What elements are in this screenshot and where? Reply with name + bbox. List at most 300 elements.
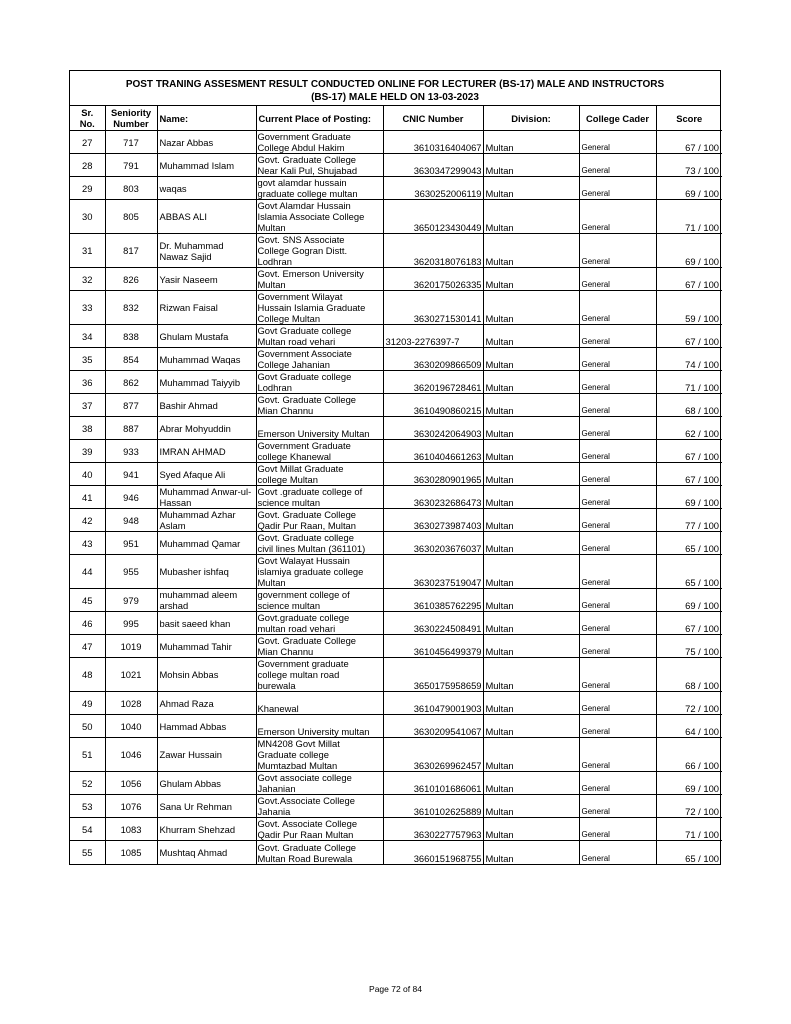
cnic-number: 3620318076183: [383, 234, 483, 268]
candidate-name: Ghulam Mustafa: [157, 325, 256, 348]
division: Multan: [483, 325, 579, 348]
sr-number: 36: [70, 371, 105, 394]
posting-line: Govt Walayat Hussain: [257, 555, 350, 566]
sr-number: 47: [70, 635, 105, 658]
table-row: [70, 589, 722, 612]
division: Multan: [483, 154, 579, 177]
cnic-number: 3610101686061: [383, 772, 483, 795]
division: Multan: [483, 291, 579, 325]
posting-line: Islamia Associate College: [257, 211, 365, 222]
score: 69 / 100: [656, 234, 722, 268]
posting-line: college multan road: [257, 669, 340, 680]
posting-line: Multan: [257, 279, 286, 290]
posting-place: [256, 612, 383, 635]
header-cnic: CNIC Number: [383, 106, 483, 131]
posting-line: Govt.graduate college: [257, 612, 350, 623]
sr-number: 29: [70, 177, 105, 200]
seniority-number: 946: [105, 486, 157, 509]
candidate-name: Khurram Shehzad: [157, 818, 256, 841]
cnic-number: 3650175958659: [383, 658, 483, 692]
cnic-number: 31203-2276397-7: [383, 325, 483, 348]
table-row: [70, 841, 722, 864]
sr-number: 37: [70, 394, 105, 417]
posting-line: College Multan: [257, 313, 321, 324]
seniority-number: 933: [105, 440, 157, 463]
college-cader: General: [579, 268, 656, 291]
posting-place: [256, 394, 383, 417]
score: 67 / 100: [656, 612, 722, 635]
posting-place: [256, 463, 383, 486]
division: Multan: [483, 612, 579, 635]
division: Multan: [483, 440, 579, 463]
table-row: [70, 532, 722, 555]
cnic-number: 3610479001903: [383, 692, 483, 715]
seniority-number: 941: [105, 463, 157, 486]
cnic-number: 3630242064903: [383, 417, 483, 440]
sr-number: 48: [70, 658, 105, 692]
posting-place: [256, 417, 383, 440]
candidate-name: Muhammad Taiyyib: [157, 371, 256, 394]
division: Multan: [483, 371, 579, 394]
posting-line: College Jahanian: [257, 359, 330, 370]
score: 67 / 100: [656, 325, 722, 348]
posting-line: college Khanewal: [257, 451, 331, 462]
score: 67 / 100: [656, 131, 722, 154]
college-cader: General: [579, 509, 656, 532]
candidate-name: waqas: [157, 177, 256, 200]
posting-line: Lodhran: [257, 382, 292, 393]
division: Multan: [483, 658, 579, 692]
posting-line: Government Wilayat: [257, 291, 343, 302]
posting-line: Government Graduate: [257, 131, 351, 142]
posting-place: [256, 772, 383, 795]
seniority-number: 854: [105, 348, 157, 371]
cnic-number: 3660151968755: [383, 841, 483, 864]
score: 68 / 100: [656, 394, 722, 417]
table-row: [70, 635, 722, 658]
sr-number: 39: [70, 440, 105, 463]
table-row: [70, 658, 722, 692]
seniority-number: 791: [105, 154, 157, 177]
posting-place: [256, 841, 383, 864]
sr-number: 40: [70, 463, 105, 486]
candidate-name: Muhammad Anwar-ul-Hassan: [157, 486, 256, 509]
division: Multan: [483, 486, 579, 509]
posting-line: Multan Road Burewala: [257, 852, 353, 864]
candidate-name: IMRAN AHMAD: [157, 440, 256, 463]
table-row: [70, 463, 722, 486]
cnic-number: 3610404661263: [383, 440, 483, 463]
posting-line: college Multan: [257, 474, 318, 485]
table-row: [70, 291, 722, 325]
posting-place: [256, 268, 383, 291]
college-cader: General: [579, 555, 656, 589]
table-row: [70, 692, 722, 715]
cnic-number: 3630269962457: [383, 738, 483, 772]
candidate-name: Muhammad Azhar Aslam: [157, 509, 256, 532]
score: 69 / 100: [656, 486, 722, 509]
division: Multan: [483, 841, 579, 864]
division: Multan: [483, 268, 579, 291]
sr-number: 46: [70, 612, 105, 635]
seniority-number: 1028: [105, 692, 157, 715]
header-posting: Current Place of Posting:: [256, 106, 383, 131]
college-cader: General: [579, 131, 656, 154]
division: Multan: [483, 348, 579, 371]
sr-number: 32: [70, 268, 105, 291]
posting-line: civil lines Multan (361101): [257, 543, 366, 554]
college-cader: General: [579, 394, 656, 417]
title-line-2: (BS-17) MALE HELD ON 13-03-2023: [311, 92, 479, 103]
sr-number: 30: [70, 200, 105, 234]
posting-line: Near Kali Pul, Shujabad: [257, 165, 358, 176]
seniority-number: 1056: [105, 772, 157, 795]
division: Multan: [483, 635, 579, 658]
cnic-number: 3630271530141: [383, 291, 483, 325]
sr-number: 31: [70, 234, 105, 268]
posting-place: [256, 325, 383, 348]
posting-line: Government Graduate: [257, 440, 351, 451]
posting-line: Government Associate: [257, 348, 352, 359]
posting-line: Qadir Pur Raan, Multan: [257, 520, 356, 531]
posting-line: Graduate college: [257, 749, 329, 760]
score: 71 / 100: [656, 371, 722, 394]
college-cader: General: [579, 371, 656, 394]
seniority-number: 817: [105, 234, 157, 268]
sr-number: 52: [70, 772, 105, 795]
title-line-1: POST TRANING ASSESMENT RESULT CONDUCTED ONLINE FOR LECTURER (BS-17) MALE AND INSTRUCTORS: [125, 79, 665, 90]
table-row: [70, 555, 722, 589]
table-row: [70, 131, 722, 154]
posting-place: [256, 818, 383, 841]
seniority-number: 862: [105, 371, 157, 394]
posting-line: graduate college multan: [257, 188, 358, 199]
sr-number: 43: [70, 532, 105, 555]
college-cader: General: [579, 154, 656, 177]
division: Multan: [483, 589, 579, 612]
posting-line: College Abdul Hakim: [257, 142, 345, 153]
college-cader: General: [579, 325, 656, 348]
table-row: [70, 177, 722, 200]
score: 71 / 100: [656, 818, 722, 841]
candidate-name: Mushtaq Ahmad: [157, 841, 256, 864]
college-cader: General: [579, 841, 656, 864]
division: Multan: [483, 131, 579, 154]
score: 62 / 100: [656, 417, 722, 440]
posting-line: Govt. Emerson University: [257, 268, 364, 279]
posting-line: islamiya graduate college: [257, 566, 364, 577]
posting-line: Govt. Graduate College: [257, 509, 356, 520]
college-cader: General: [579, 234, 656, 268]
candidate-name: basit saeed khan: [157, 612, 256, 635]
posting-place: [256, 486, 383, 509]
score: 69 / 100: [656, 772, 722, 795]
cnic-number: 3630209866509: [383, 348, 483, 371]
cnic-number: 3630237519047: [383, 555, 483, 589]
table-row: [70, 738, 722, 772]
candidate-name: Mubasher ishfaq: [157, 555, 256, 589]
score: 72 / 100: [656, 692, 722, 715]
score: 71 / 100: [656, 200, 722, 234]
college-cader: General: [579, 463, 656, 486]
candidate-name: Rizwan Faisal: [157, 291, 256, 325]
candidate-name: Dr. Muhammad Nawaz Sajid: [157, 234, 256, 268]
seniority-number: 877: [105, 394, 157, 417]
posting-line: Govt Graduate college: [257, 325, 352, 336]
candidate-name: Mohsin Abbas: [157, 658, 256, 692]
score: 77 / 100: [656, 509, 722, 532]
score: 67 / 100: [656, 463, 722, 486]
posting-place: [256, 658, 383, 692]
posting-line: Emerson University Multan: [257, 428, 370, 439]
cnic-number: 3630273987403: [383, 509, 483, 532]
college-cader: General: [579, 200, 656, 234]
score: 67 / 100: [656, 440, 722, 463]
sr-number: 35: [70, 348, 105, 371]
table-row: [70, 715, 722, 738]
candidate-name: Abrar Mohyuddin: [157, 417, 256, 440]
header-score: Score: [656, 106, 722, 131]
seniority-number: 955: [105, 555, 157, 589]
division: Multan: [483, 795, 579, 818]
score: 67 / 100: [656, 268, 722, 291]
posting-place: [256, 440, 383, 463]
posting-place: [256, 795, 383, 818]
seniority-number: 979: [105, 589, 157, 612]
division: Multan: [483, 692, 579, 715]
sr-number: 42: [70, 509, 105, 532]
table-row: [70, 200, 722, 234]
posting-line: Qadir Pur Raan Multan: [257, 829, 354, 840]
candidate-name: Muhammad Qamar: [157, 532, 256, 555]
cnic-number: 3610385762295: [383, 589, 483, 612]
division: Multan: [483, 177, 579, 200]
posting-place: [256, 131, 383, 154]
candidate-name: Ghulam Abbas: [157, 772, 256, 795]
posting-place: [256, 589, 383, 612]
seniority-number: 948: [105, 509, 157, 532]
posting-line: Govt. Graduate college: [257, 532, 354, 543]
cnic-number: 3630209541067: [383, 715, 483, 738]
score: 64 / 100: [656, 715, 722, 738]
sr-number: 44: [70, 555, 105, 589]
cnic-number: 3630227757963: [383, 818, 483, 841]
candidate-name: Ahmad Raza: [157, 692, 256, 715]
seniority-number: 717: [105, 131, 157, 154]
table-row: [70, 486, 722, 509]
division: Multan: [483, 394, 579, 417]
score: 59 / 100: [656, 291, 722, 325]
page-number: Page 72 of 84: [369, 984, 422, 994]
table-row: [70, 325, 722, 348]
posting-line: Multan road vehari: [257, 336, 336, 347]
sr-number: 33: [70, 291, 105, 325]
header-name: Name:: [157, 106, 256, 131]
posting-line: Mumtazbad Multan: [257, 760, 338, 771]
cnic-number: 3630252006119: [383, 177, 483, 200]
table-row: [70, 772, 722, 795]
posting-line: Govt. Graduate College: [257, 635, 356, 646]
posting-line: Emerson University multan: [257, 726, 370, 737]
sr-number: 38: [70, 417, 105, 440]
table-row: [70, 348, 722, 371]
candidate-name: ABBAS ALI: [157, 200, 256, 234]
score: 74 / 100: [656, 348, 722, 371]
seniority-number: 1040: [105, 715, 157, 738]
posting-place: [256, 154, 383, 177]
sr-number: 54: [70, 818, 105, 841]
posting-line: Mian Channu: [257, 646, 314, 657]
division: Multan: [483, 200, 579, 234]
results-sheet: [69, 70, 721, 865]
posting-line: Govt. Graduate College: [257, 394, 356, 405]
candidate-name: Hammad Abbas: [157, 715, 256, 738]
cnic-number: 3620175026335: [383, 268, 483, 291]
college-cader: General: [579, 658, 656, 692]
posting-line: Govt Graduate college: [257, 371, 352, 382]
posting-line: Multan: [257, 577, 286, 588]
seniority-number: 803: [105, 177, 157, 200]
score: 73 / 100: [656, 154, 722, 177]
college-cader: General: [579, 715, 656, 738]
cnic-number: 3630224508491: [383, 612, 483, 635]
college-cader: General: [579, 291, 656, 325]
seniority-number: 1083: [105, 818, 157, 841]
sr-number: 49: [70, 692, 105, 715]
sr-number: 55: [70, 841, 105, 864]
header-row: [70, 106, 722, 131]
posting-line: Mian Channu: [257, 405, 314, 416]
division: Multan: [483, 818, 579, 841]
score: 75 / 100: [656, 635, 722, 658]
posting-place: [256, 715, 383, 738]
posting-place: [256, 371, 383, 394]
college-cader: General: [579, 612, 656, 635]
posting-place: [256, 200, 383, 234]
division: Multan: [483, 555, 579, 589]
candidate-name: Zawar Hussain: [157, 738, 256, 772]
posting-line: Lodhran: [257, 256, 292, 267]
posting-line: burewala: [257, 680, 296, 691]
posting-place: [256, 234, 383, 268]
division: Multan: [483, 772, 579, 795]
seniority-number: 838: [105, 325, 157, 348]
posting-line: Hussain Islamia Graduate: [257, 302, 366, 313]
table-row: [70, 440, 722, 463]
table-row: [70, 795, 722, 818]
posting-line: College Gogran Distt.: [257, 245, 348, 256]
cnic-number: 3610456499379: [383, 635, 483, 658]
division: Multan: [483, 532, 579, 555]
cnic-number: 3610316404067: [383, 131, 483, 154]
college-cader: General: [579, 440, 656, 463]
college-cader: General: [579, 818, 656, 841]
cnic-number: 3620196728461: [383, 371, 483, 394]
table-row: [70, 612, 722, 635]
posting-line: government college of: [257, 589, 350, 600]
sr-number: 50: [70, 715, 105, 738]
sr-number: 41: [70, 486, 105, 509]
table-row: [70, 417, 722, 440]
posting-line: Govt.Associate College: [257, 795, 355, 806]
seniority-number: 1085: [105, 841, 157, 864]
table-row: [70, 394, 722, 417]
score: 69 / 100: [656, 177, 722, 200]
division: Multan: [483, 463, 579, 486]
sr-number: 28: [70, 154, 105, 177]
score: 65 / 100: [656, 532, 722, 555]
posting-place: [256, 738, 383, 772]
division: Multan: [483, 417, 579, 440]
posting-line: multan road vehari: [257, 623, 336, 634]
college-cader: General: [579, 738, 656, 772]
table-row: [70, 154, 722, 177]
table-row: [70, 509, 722, 532]
division: Multan: [483, 234, 579, 268]
table-row: [70, 371, 722, 394]
division: Multan: [483, 715, 579, 738]
college-cader: General: [579, 348, 656, 371]
seniority-number: 805: [105, 200, 157, 234]
college-cader: General: [579, 532, 656, 555]
candidate-name: Sana Ur Rehman: [157, 795, 256, 818]
posting-line: Govt Alamdar Hussain: [257, 200, 351, 211]
posting-line: Govt. Graduate College: [257, 154, 356, 165]
score: 68 / 100: [656, 658, 722, 692]
header-seniority: Seniority Number: [105, 106, 157, 131]
sr-number: 45: [70, 589, 105, 612]
seniority-number: 826: [105, 268, 157, 291]
division: Multan: [483, 509, 579, 532]
posting-line: Govt Millat Graduate: [257, 463, 344, 474]
posting-line: Multan: [257, 222, 286, 233]
score: 65 / 100: [656, 555, 722, 589]
results-table: [70, 106, 722, 864]
posting-place: [256, 291, 383, 325]
table-row: [70, 234, 722, 268]
table-row: [70, 818, 722, 841]
seniority-number: 1046: [105, 738, 157, 772]
posting-place: [256, 555, 383, 589]
cnic-number: 3630203676037: [383, 532, 483, 555]
college-cader: General: [579, 589, 656, 612]
cnic-number: 3630280901965: [383, 463, 483, 486]
seniority-number: 887: [105, 417, 157, 440]
cnic-number: 3610490860215: [383, 394, 483, 417]
candidate-name: muhammad aleem arshad: [157, 589, 256, 612]
candidate-name: Muhammad Waqas: [157, 348, 256, 371]
posting-line: govt alamdar hussain: [257, 177, 347, 188]
posting-line: science multan: [257, 497, 321, 508]
posting-place: [256, 692, 383, 715]
candidate-name: Muhammad Tahir: [157, 635, 256, 658]
posting-line: Jahania: [257, 806, 291, 817]
cnic-number: 3630232686473: [383, 486, 483, 509]
posting-line: Govt. SNS Associate: [257, 234, 345, 245]
posting-line: Govt associate college: [257, 772, 352, 783]
seniority-number: 832: [105, 291, 157, 325]
posting-line: Jahanian: [257, 783, 296, 794]
posting-line: Govt. Associate College: [257, 818, 358, 829]
header-division: Division:: [483, 106, 579, 131]
posting-place: [256, 348, 383, 371]
candidate-name: Yasir Naseem: [157, 268, 256, 291]
posting-place: [256, 532, 383, 555]
cnic-number: 3610102625889: [383, 795, 483, 818]
score: 65 / 100: [656, 841, 722, 864]
sr-number: 51: [70, 738, 105, 772]
posting-line: Govt. Graduate College: [257, 841, 356, 853]
